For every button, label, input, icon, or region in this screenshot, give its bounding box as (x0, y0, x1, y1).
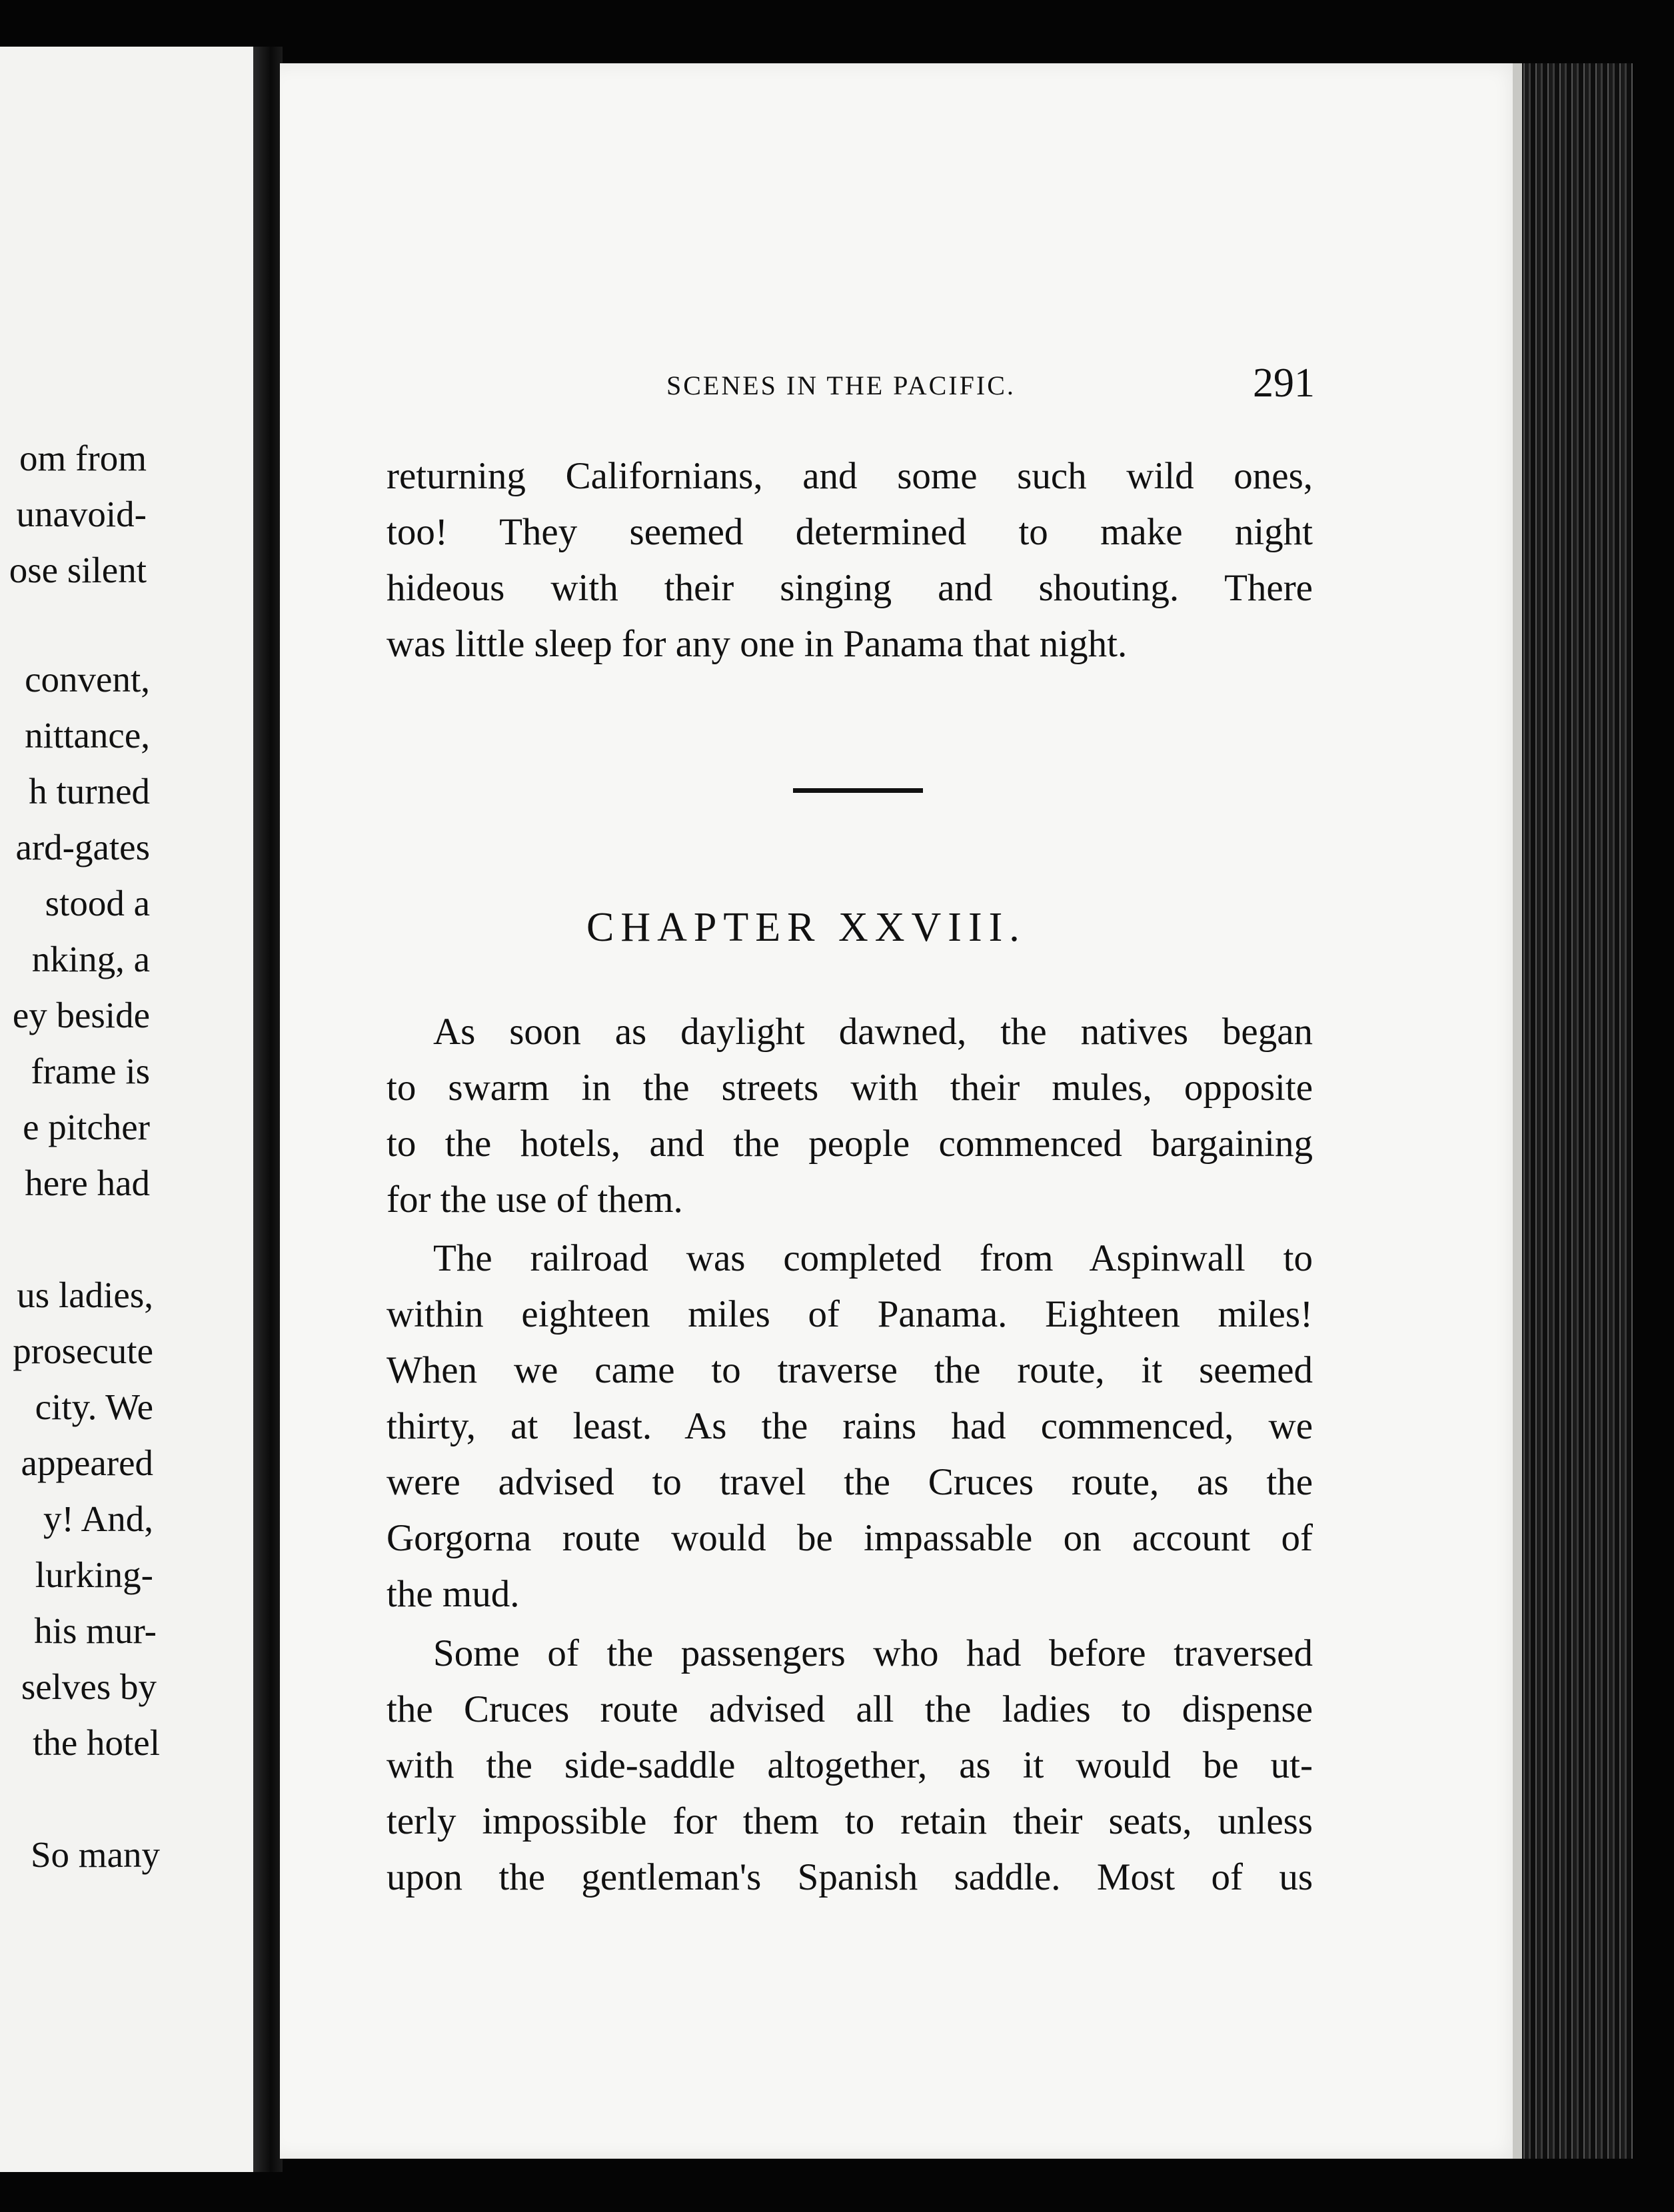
text-line: to the hotels, and the people commenced bargaining (387, 1123, 1313, 1165)
left-line: nittance, (25, 715, 150, 756)
left-line: prosecute (13, 1331, 153, 1371)
text-line: Gorgorna route would be impassable on account of (387, 1517, 1313, 1559)
running-head: SCENES IN THE PACIFIC. (666, 370, 1016, 400)
text-line: for the use of them. (387, 1179, 683, 1221)
text-line: When we came to traverse the route, it seemed (387, 1349, 1313, 1391)
left-line: nking, a (31, 939, 150, 979)
left-line: city. We (35, 1386, 153, 1427)
section-divider (793, 788, 923, 793)
page-edge-highlight (1513, 63, 1522, 2159)
text-line: returning Californians, and some such wild ones, (387, 455, 1313, 497)
paragraph-1 (387, 1004, 1313, 1228)
text-line: within eighteen miles of Panama. Eighteen miles! (387, 1293, 1313, 1335)
left-line: So many (30, 1834, 160, 1875)
left-line: frame is (31, 1051, 150, 1091)
text-line: were advised to travel the Cruces route, as the (387, 1461, 1313, 1503)
text-line: to swarm in the streets with their mules, opposite (387, 1067, 1313, 1109)
left-line: selves by (21, 1666, 157, 1707)
text-line: hideous with their singing and shouting. There (387, 567, 1313, 609)
left-line: appeared (21, 1442, 153, 1483)
text-line: was little sleep for any one in Panama that night. (387, 623, 1128, 665)
left-line: h turned (29, 771, 150, 812)
left-line: convent, (25, 659, 150, 700)
text-line: thirty, at least. As the rains had commenced, we (387, 1405, 1313, 1447)
text-line: The railroad was completed from Aspinwall to (433, 1237, 1313, 1279)
text-line: with the side-saddle altogether, as it would be ut- (387, 1744, 1313, 1786)
left-line: unavoid- (16, 494, 147, 534)
book-gutter (253, 47, 283, 2172)
text-line: As soon as daylight dawned, the natives began (433, 1011, 1313, 1053)
text-line: the Cruces route advised all the ladies to dispense (387, 1688, 1313, 1730)
left-line: ose silent (9, 550, 147, 590)
paragraph-3 (387, 1626, 1313, 1906)
page-edges (1513, 63, 1633, 2159)
left-line: us ladies, (17, 1275, 153, 1315)
page-number: 291 (1253, 360, 1315, 406)
left-line: ey beside (12, 995, 150, 1035)
text-line: the mud. (387, 1573, 520, 1615)
chapter-title: CHAPTER XXVIII. (586, 905, 1026, 950)
left-line: the hotel (33, 1722, 160, 1763)
left-line: e pitcher (23, 1107, 150, 1147)
left-line: his mur- (34, 1610, 157, 1651)
left-line: here had (25, 1163, 150, 1203)
continued-paragraph (387, 448, 1313, 672)
right-page (280, 63, 1526, 2159)
text-line: too! They seemed determined to make night (387, 511, 1313, 553)
left-line: ard-gates (15, 827, 150, 867)
left-line: om from (19, 438, 147, 478)
left-facing-page (0, 47, 264, 2172)
text-line: Some of the passengers who had before traversed (433, 1632, 1313, 1674)
text-line: upon the gentleman's Spanish saddle. Most of us (387, 1856, 1313, 1898)
text-line: terly impossible for them to retain their seats, unless (387, 1800, 1313, 1842)
left-line: lurking- (35, 1554, 153, 1595)
left-line: y! And, (43, 1498, 153, 1539)
paragraph-2 (387, 1231, 1313, 1622)
left-line: stood a (45, 883, 150, 923)
